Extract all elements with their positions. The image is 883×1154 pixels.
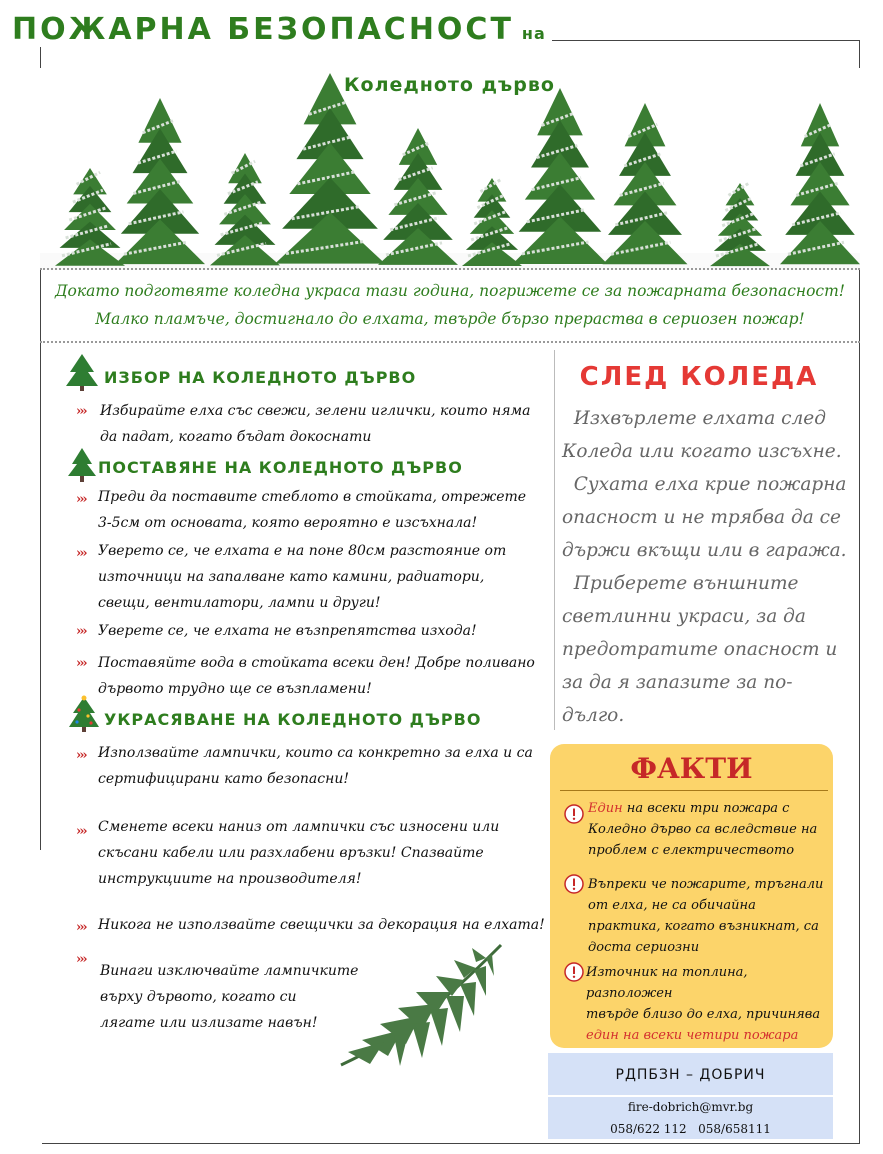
after-christmas-text: Изхвърлете елхата след Коледа или когато изсъхне. Сухата елха крие пожарна опасност и не трябва да се държи вкъщи или в гаража. Приберете външните светлинни украси, за да предотратите опасност и за да я запазите за по- дълго.	[562, 408, 847, 726]
list-item: Никога не използвайте свещички за декорация на елхата!	[98, 917, 545, 933]
bullet-icon: ›››	[76, 546, 86, 561]
column-divider	[554, 350, 555, 730]
list-item: Поставяйте вода в стойката всеки ден! Добре поливано дървото трудно ще се възпламени!	[98, 655, 535, 697]
section-title-decoration: УКРАСЯВАНЕ НА КОЛЕДНОТО ДЪРВО	[104, 710, 482, 729]
section-title-choice: ИЗБОР НА КОЛЕДНОТО ДЪРВО	[104, 368, 417, 387]
after-christmas-title: СЛЕД КОЛЕДА	[579, 362, 819, 392]
frame-gap	[38, 850, 42, 1150]
warning-icon	[564, 804, 584, 824]
fact-item: Един на всеки три пожара с Коледно дърво са вследствие на проблем с електричеството	[588, 801, 818, 858]
facts-title: ФАКТИ	[630, 752, 753, 785]
bullet-icon: ›››	[76, 492, 86, 507]
intro-line-2: Малко пламъче, достигнало до елхата, твърде бързо прераства в сериозен пожар!	[95, 310, 805, 328]
page-subtitle: Коледното дърво	[344, 74, 555, 96]
facts-divider	[560, 790, 828, 791]
warning-icon	[564, 874, 584, 894]
bullet-icon: ›››	[76, 656, 86, 671]
list-item: Преди да поставите стеблото в стойката, отрежете 3-5см от основата, която вероятно е изсъхнала!	[98, 489, 527, 531]
contact-phones: 058/622 112 058/658111	[610, 1122, 771, 1136]
fact-item: Въпреки че пожарите, тръгнали от елха, не са обичайна практика, когато възникнат, са доста сериозни	[588, 877, 824, 955]
christmas-trees-banner	[40, 68, 860, 270]
tree-icon	[62, 352, 102, 392]
dotted-divider	[40, 341, 860, 343]
intro-line-1: Докато подготвяте коледна украса тази година, погрижете се за пожарната безопасност!	[54, 282, 846, 300]
section-title-placement: ПОСТАВЯНЕ НА КОЛЕДНОТО ДЪРВО	[98, 458, 463, 477]
contact-email[interactable]: fire-dobrich@mvr.bg	[627, 1100, 754, 1114]
bullet-icon: ›››	[76, 624, 86, 639]
bullet-icon: ›››	[76, 920, 86, 935]
list-item: Уверето се, че елхата е на поне 80см разстояние от източници на запалване като камини, радиатори, свещи, вентилатори, лампи и други!	[98, 543, 507, 611]
list-item: Винаги изключвайте лампичките върху дървото, когато си лягате или излизате навън!	[100, 963, 359, 1031]
bullet-icon: ›››	[76, 952, 86, 967]
bullet-icon: ›››	[76, 748, 86, 763]
list-item: Сменете всеки наниз от лампички със износени или скъсани кабели или разхлабени връзки! Спазвайте инструкциите на производителя!	[98, 819, 500, 887]
fact-item: Източник на топлина, разположен твърде близо до елха, причинява един на всеки четири пожара	[586, 965, 821, 1043]
dotted-divider	[40, 268, 860, 270]
page-title: ПОЖАРНА БЕЗОПАСНОСТ на	[12, 12, 552, 47]
bullet-icon: ›››	[76, 404, 86, 419]
tree-icon	[62, 446, 102, 486]
organization-name: РДПБЗН – ДОБРИЧ	[615, 1067, 766, 1083]
list-item: Използвайте лампички, които са конкретно за елха и са сертифицирани като безопасни!	[98, 745, 533, 787]
bullet-icon: ›››	[76, 824, 86, 839]
fir-branch-icon	[336, 940, 506, 1070]
warning-icon	[564, 962, 584, 982]
list-item: Избирайте елха със свежи, зелени иглички, които няма да падат, когато бъдат докоснати	[100, 403, 531, 445]
list-item: Уверете се, че елхата не възпрепятства изхода!	[98, 623, 477, 639]
decorated-tree-icon	[64, 694, 104, 734]
